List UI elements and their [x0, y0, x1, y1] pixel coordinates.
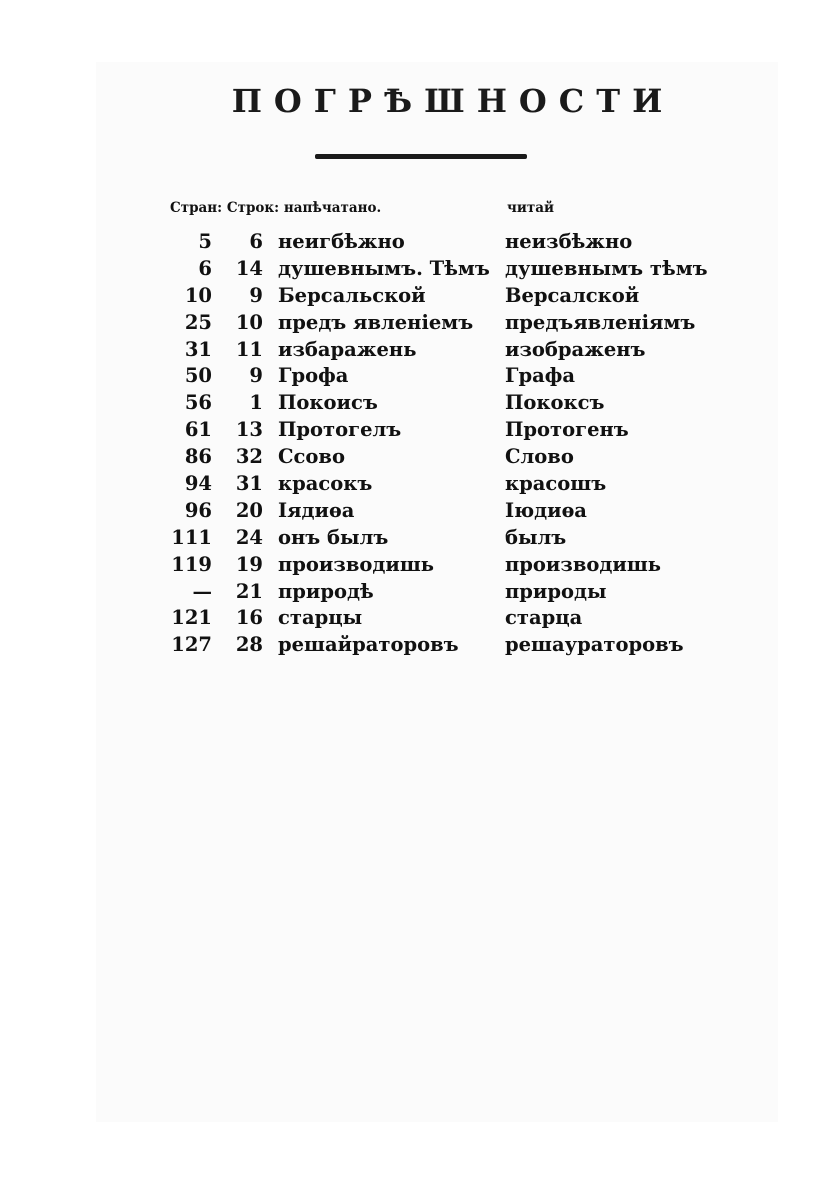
printed-text: Ссово — [278, 445, 345, 469]
errata-row — [0, 256, 840, 283]
line-number: 19 — [235, 552, 263, 576]
corrected-text: неизбѣжно — [505, 230, 633, 253]
errata-row — [0, 283, 840, 310]
corrected-text: былъ — [505, 525, 567, 549]
page-number: 56 — [184, 391, 212, 415]
line-number: 28 — [235, 633, 263, 657]
corrected-text: изображенъ — [505, 337, 646, 361]
printed-text: неигбѣжно — [278, 230, 405, 253]
corrected-text: Графа — [505, 364, 575, 388]
corrected-text: решаураторовъ — [505, 633, 684, 657]
page-number: 10 — [184, 283, 212, 307]
corrected-text: душевнымъ тѣмъ — [505, 256, 708, 280]
line-number: 16 — [235, 606, 263, 630]
page-number: 86 — [184, 445, 212, 469]
corrected-text: Протогенъ — [505, 418, 629, 442]
errata-row — [0, 444, 840, 471]
line-number: 31 — [235, 472, 263, 496]
printed-text: природѣ — [278, 579, 374, 603]
printed-text: избаражень — [278, 337, 417, 361]
line-number: 1 — [249, 391, 263, 415]
header-read: читай — [507, 200, 555, 216]
errata-row — [0, 552, 840, 579]
page-number: 111 — [171, 525, 212, 549]
errata-row — [0, 525, 840, 552]
corrected-text: предъявленіямъ — [505, 310, 696, 334]
errata-row — [0, 471, 840, 498]
line-number: 21 — [235, 579, 263, 603]
printed-text: онъ былъ — [278, 525, 389, 549]
line-number: 9 — [249, 283, 263, 307]
header-columns: Стран: Строк: напѣчатано. — [170, 200, 382, 216]
errata-row — [0, 498, 840, 525]
errata-row — [0, 363, 840, 390]
errata-row — [0, 390, 840, 417]
errata-row — [0, 337, 840, 364]
page-number: 31 — [184, 337, 212, 361]
line-number: 9 — [249, 364, 263, 388]
line-number: 14 — [235, 256, 263, 280]
page-title: ПОГРѢШНОСТИ — [231, 82, 675, 120]
page-number: 5 — [198, 230, 212, 253]
line-number: 32 — [235, 445, 263, 469]
corrected-text: природы — [505, 579, 607, 603]
page-number: 121 — [171, 606, 212, 630]
corrected-text: старца — [505, 606, 583, 630]
printed-text: Протогелъ — [278, 418, 402, 442]
printed-text: решайраторовъ — [278, 633, 459, 657]
errata-row — [0, 310, 840, 337]
printed-text: предъ явленіемъ — [278, 310, 474, 334]
errata-row — [0, 417, 840, 444]
page-number: 96 — [184, 498, 212, 522]
corrected-text: Слово — [505, 445, 574, 469]
errata-row — [0, 632, 840, 659]
errata-table — [0, 229, 840, 659]
corrected-text: Версалской — [505, 283, 640, 307]
printed-text: производишь — [278, 552, 435, 576]
printed-text: старцы — [278, 606, 363, 630]
printed-text: Іядиѳа — [278, 498, 355, 522]
line-number: 20 — [235, 498, 263, 522]
line-number: 24 — [235, 525, 263, 549]
errata-row — [0, 229, 840, 256]
line-number: 6 — [249, 230, 263, 253]
line-number: 11 — [235, 337, 263, 361]
page-number: 50 — [184, 364, 212, 388]
corrected-text: Іюдиѳа — [505, 498, 587, 522]
page-number: 6 — [198, 256, 212, 280]
line-number: 10 — [235, 310, 263, 334]
corrected-text: Пококсъ — [505, 391, 605, 415]
page-number: 94 — [184, 472, 212, 496]
printed-text: Покоисъ — [278, 391, 378, 415]
page-number: 127 — [171, 633, 212, 657]
printed-text: Грофа — [278, 364, 349, 388]
page-number: 61 — [184, 418, 212, 442]
title-divider — [315, 154, 527, 159]
column-headers — [0, 200, 840, 224]
corrected-text: производишь — [505, 552, 662, 576]
page-number: 119 — [171, 552, 212, 576]
corrected-text: красошъ — [505, 472, 607, 496]
page-number: — — [192, 579, 212, 603]
printed-text: душевнымъ. Тѣмъ — [278, 256, 490, 280]
errata-row — [0, 605, 840, 632]
page-number: 25 — [184, 310, 212, 334]
printed-text: красокъ — [278, 472, 373, 496]
errata-row — [0, 579, 840, 606]
line-number: 13 — [235, 418, 263, 442]
printed-text: Берсальской — [278, 283, 426, 307]
